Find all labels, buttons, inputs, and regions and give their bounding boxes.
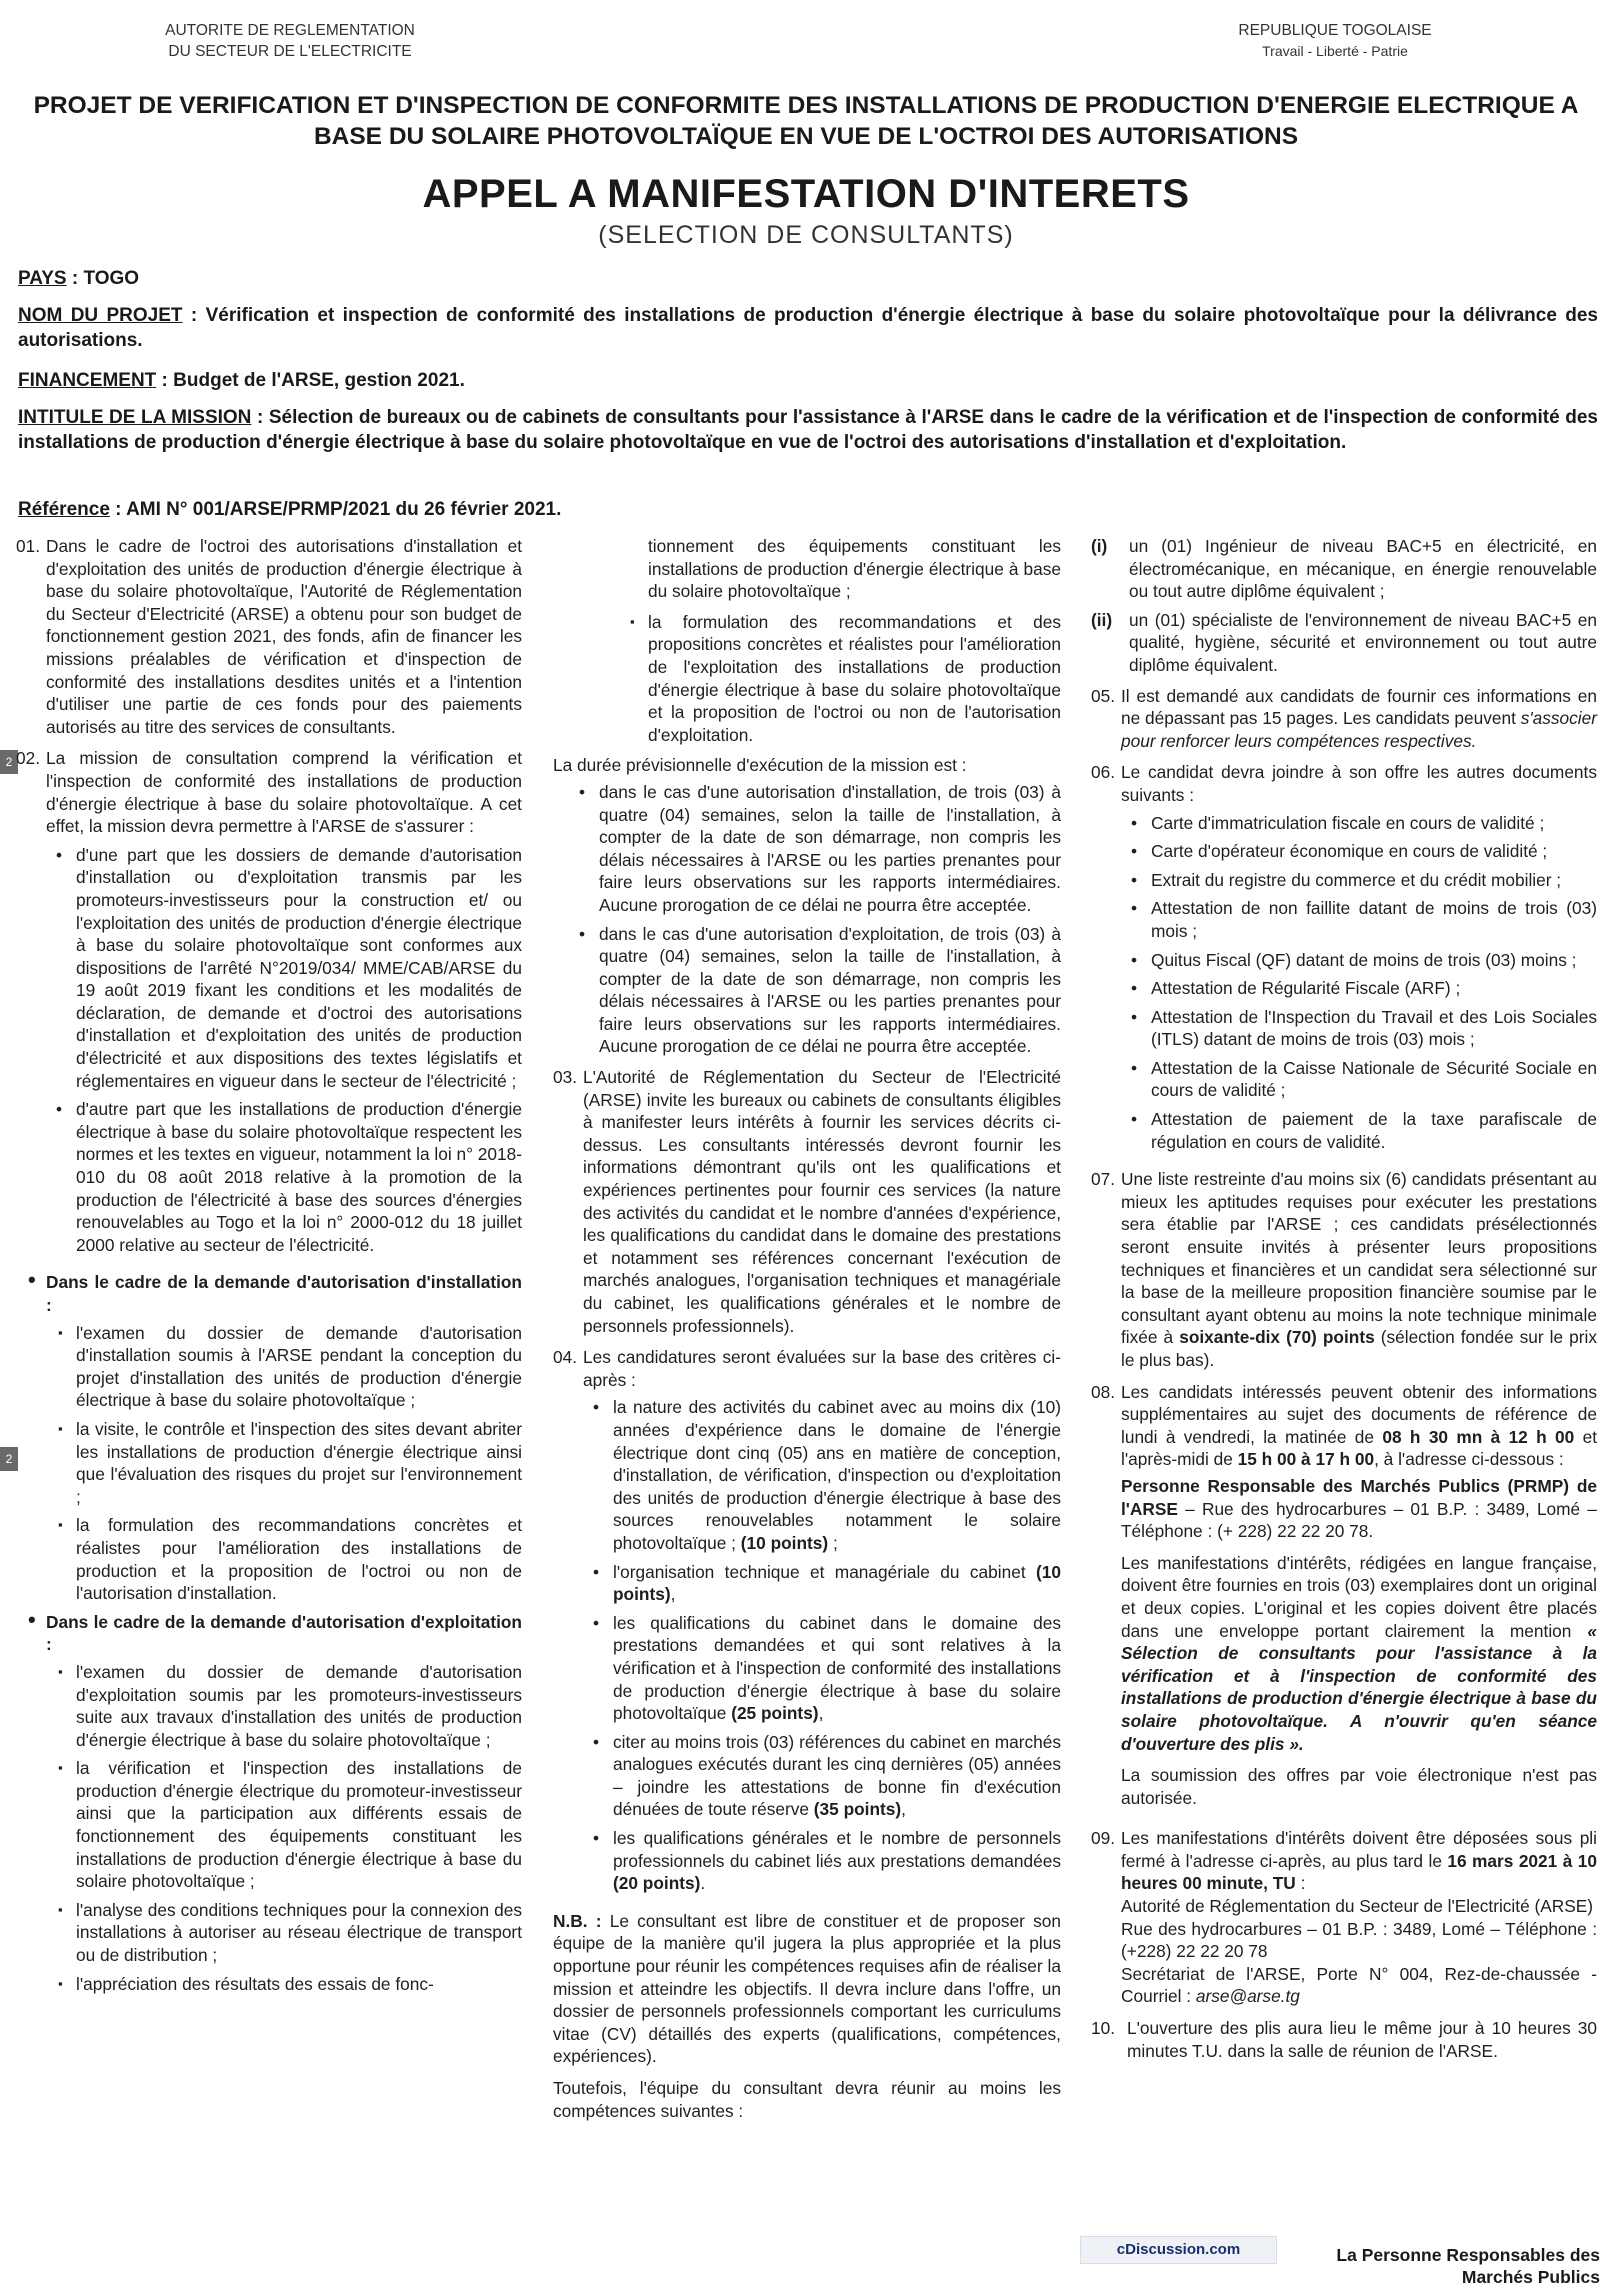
republic-motto: Travail - Liberté - Patrie: [1262, 43, 1408, 59]
list-item: • dans le cas d'une autorisation d'exploitation, de trois (03) à quatre (04) semaines, selon la taille de l'installation, à compter de la date de son démarrage, non compris les délais nécessaires à l'ARSE ou les parties prenantes pour faire leurs observations sur les rapports intermédiaires. Aucune prorogation de ce délai ne pourra être acceptée.: [569, 923, 1061, 1059]
side-mark: 2: [0, 1447, 18, 1471]
criterion-text: l'organisation technique et managériale du cabinet: [613, 1561, 1037, 1582]
criteria-list: [583, 1396, 1061, 1894]
roman-label: (i): [1091, 536, 1108, 556]
paragraph-text-part: Les candidats intéressés peuvent obtenir des informations supplémentaires au sujet des documents de référence de lundi à vendredi, la matinée de: [1121, 1381, 1597, 1447]
min-score: soixante-dix (70) points: [1179, 1327, 1375, 1348]
list-item: ▪ l'appréciation des résultats des essais de fonc-: [54, 1973, 522, 1996]
duration-list: [569, 781, 1061, 1058]
competences-list: [1091, 535, 1597, 677]
signature-block: [1290, 2244, 1600, 2288]
list-item: [1091, 535, 1597, 603]
meta-pays-label: PAYS: [18, 268, 67, 289]
republic-header: [1170, 20, 1500, 62]
signature-line-2: Marchés Publics: [1461, 2267, 1600, 2287]
list-item: • d'autre part que les installations de production d'énergie électrique à base du solaire photovoltaïque respectent les normes et les textes en vigueur, notamment la loi n° 2018-010 du 08 août 2018 relative à la promotion de la production de l'électricité à base des sources d'énergies renouvelables au Togo et la loi n° 2000-012 du 18 juillet 2000 relative au secteur de l'électricité.: [46, 1098, 522, 1256]
exploitation-section: [16, 1611, 522, 1996]
column-3: [1091, 535, 1597, 2071]
criterion-text: la nature des activités du cabinet avec au moins dix (10) années d'expérience dans le domaine de l'énergie électrique dont cinq (05) ans en matière de conception, d'installation, de vérification, d'inspection ou d'exploitation des unités de production d'énergie électrique à base des sources renouvelables notamment le solaire photovoltaïque ;: [613, 1397, 1061, 1553]
paragraph-text: L'Autorité de Réglementation du Secteur de l'Electricité (ARSE) invite les bureaux ou cabinets de consultants éligibles à manifester leurs intérêts à fournir les services décrits ci-dessus. Les consultants intéressés devront fournir les informations démontrant qu'ils ont les qualifications et expériences pertinentes pour fournir ces services (la nature des activités du candidat et le nombre d'années d'expérience, les qualifications du candidat dans le domaine des prestations et notamment ses références concernant l'exécution de marchés analogues, l'organisation techniques et managériale du cabinet, les qualifications générales et le nombre de personnels professionnels).: [583, 1067, 1061, 1336]
paragraph-01: [16, 535, 522, 738]
paragraph-06: [1091, 761, 1597, 1159]
paragraph-text-part: , à l'adresse ci-dessous :: [1374, 1449, 1564, 1470]
paragraph-text-part: Il est demandé aux candidats de fournir ces informations en ne dépassant pas 15 pages. Les candidats peuvent: [1121, 685, 1597, 729]
list-item: ▪ l'examen du dossier de demande d'autorisation d'exploitation soumis par les promoteurs-investisseurs suite aux travaux d'installation des unités de production d'énergie électrique à base du solaire photovoltaïque ;: [54, 1661, 522, 1751]
paragraph-text-part: Les manifestations d'intérêts doivent être déposées sous pli fermé à l'adresse ci-après, au plus tard le: [1121, 1828, 1597, 1871]
paragraph-text: L'ouverture des plis aura lieu le même jour à 10 heures 30 minutes T.U. dans la salle de réunion de l'ARSE.: [1127, 2018, 1597, 2061]
paragraph-02: [16, 747, 522, 1262]
continued-list: [626, 611, 1061, 747]
meta-mission-label: INTITULE DE LA MISSION: [18, 407, 252, 428]
paragraph-10: [1091, 2017, 1597, 2062]
list-item: ▪ l'analyse des conditions techniques pour la connexion des installations à autoriser au réseau électrique de transport ou de distribution ;: [54, 1899, 522, 1967]
paragraph-number: 09.: [1091, 1828, 1116, 1849]
list-item: [1091, 609, 1597, 677]
meta-reference: [18, 497, 1598, 522]
republic-name: REPUBLIQUE TOGOLAISE: [1238, 22, 1432, 39]
criterion-end: ,: [901, 1799, 906, 1820]
paragraph-text-part: :: [1295, 1873, 1306, 1894]
authority-line-2: DU SECTEUR DE L'ELECTRICITE: [168, 43, 412, 60]
paragraph-number: 04.: [553, 1347, 578, 1368]
criterion-item: [583, 1731, 1061, 1821]
exploitation-items: [54, 1661, 522, 1995]
paragraph-number: 10.: [1091, 2018, 1116, 2039]
list-item: • Attestation de l'Inspection du Travail et des Lois Sociales (ITLS) datant de moins de trois (03) mois ;: [1121, 1006, 1597, 1051]
paragraph-text: [1121, 1381, 1597, 1471]
meta-reference-label: Référence: [18, 499, 110, 520]
paragraph-09: [1091, 1827, 1597, 2008]
authority-line-1: AUTORITE DE REGLEMENTATION: [165, 22, 415, 39]
paragraph-text: Le candidat devra joindre à son offre les autres documents suivants :: [1121, 762, 1597, 805]
criterion-points: (25 points): [731, 1703, 819, 1724]
paragraph-07: [1091, 1168, 1597, 1371]
watermark-logo: cDiscussion.com: [1080, 2236, 1277, 2264]
meta-financement: [18, 368, 1598, 393]
exploitation-heading: Dans le cadre de la demande d'autorisation d'exploitation :: [46, 1611, 522, 1655]
installation-heading: Dans le cadre de la demande d'autorisation d'installation :: [46, 1272, 522, 1315]
roman-text: un (01) spécialiste de l'environnement de niveau BAC+5 en qualité, hygiène, sécurité et environnement ou tout autre diplôme équivalent.: [1129, 609, 1597, 675]
submission-instructions: [1121, 1552, 1597, 1755]
list-item: • dans le cas d'une autorisation d'installation, de trois (03) à quatre (04) semaines, selon la taille de l'installation, à compter de la date de son démarrage, non compris les délais nécessaires à l'ARSE ou les parties prenantes pour faire leurs observations sur les rapports intermédiaires. Aucune prorogation de ce délai ne pourra être acceptée.: [569, 781, 1061, 917]
meta-projet: [18, 303, 1598, 353]
list-item: • Attestation de Régularité Fiscale (ARF) ;: [1121, 977, 1597, 1000]
prmp-name: Personne Responsable des Marchés Publics (PRMP) de l'ARSE: [1121, 1475, 1597, 1519]
address-line: Autorité de Réglementation du Secteur de l'Electricité (ARSE): [1121, 1896, 1594, 1917]
criterion-item: [583, 1827, 1061, 1895]
list-item: ▪ l'examen du dossier de demande d'autorisation d'installation soumis à l'ARSE pendant la conception du projet d'installation des unités de production d'énergie électrique à base du solaire photovoltaïque ;: [54, 1322, 522, 1412]
list-item: • d'une part que les dossiers de demande d'autorisation d'installation ou d'exploitation transmis par les promoteurs-investisseurs pour la construction et/ ou l'exploitation des unités de production d'énergie électrique à base du solaire photovoltaïque sont conformes aux dispositions de l'arrêté N°2019/034/ MME/CAB/ARSE du 19 août 2019 fixant les conditions et les modalités de déclaration, de demande et d'octroi des autorisations d'installation et d'exploitation des unités de production d'électricité et aux dispositions des textes législatifs et réglementaires en vigueur dans le secteur de l'électricité ;: [46, 844, 522, 1093]
criterion-item: [583, 1561, 1061, 1606]
list-item: • Carte d'immatriculation fiscale en cours de validité ;: [1121, 812, 1597, 835]
continued-item: tionnement des équipements constituant les installations de production d'énergie électrique à base du solaire photovoltaïque ;: [648, 536, 1061, 602]
prmp-details: – Rue des hydrocarbures – 01 B.P. : 3489, Lomé – Téléphone : (+ 228) 22 22 20 78.: [1121, 1498, 1597, 1542]
criterion-end: ,: [818, 1703, 824, 1724]
criterion-points: (10 points): [740, 1532, 829, 1553]
ami-subtitle: (SELECTION DE CONSULTANTS): [598, 221, 1014, 249]
paragraph-number: 03.: [553, 1067, 578, 1088]
paragraph-text: Les candidatures seront évaluées sur la base des critères ci-après :: [583, 1347, 1061, 1390]
list-item: ▪ la visite, le contrôle et l'inspection des sites devant abriter les installations de production d'énergie électrique ainsi que l'évaluation des risques du projet sur l'environnement ;: [54, 1418, 522, 1508]
meta-projet-value: : Vérification et inspection de conformité des installations de production d'énergie électrique à base du solaire photovoltaïque pour la délivrance des autorisations.: [18, 305, 1598, 351]
signature-line-1: La Personne Responsables des: [1336, 2245, 1600, 2265]
paragraph-05: [1091, 685, 1597, 753]
paragraph-text-part: Une liste restreinte d'au moins six (6) candidats présentant au mieux les aptitudes requises pour exécuter les prestations sera établie par l'ARSE ; ces candidats présélectionnés seront ensuite invités à présenter leurs propositions techniques et financières et un candidat sera sélectionné sur la base de la meilleure proposition financière soumise par le consultant ayant obtenu au moins la note technique minimale fixée à: [1121, 1169, 1597, 1348]
criterion-points: (20 points): [613, 1873, 701, 1894]
paragraph-number: 01.: [16, 536, 41, 556]
meta-projet-label: NOM DU PROJET: [18, 305, 183, 326]
list-item: • Extrait du registre du commerce et du crédit mobilier ;: [1121, 869, 1597, 892]
column-2: [553, 535, 1061, 2131]
paragraph-text-part: (sélection fondée sur le prix le plus bas).: [1121, 1327, 1597, 1370]
list-item: ▪ la formulation des recommandations concrètes et réalistes pour l'amélioration des installations de production et la proposition de l'octroi ou non de l'autorisation d'installation.: [54, 1514, 522, 1604]
meta-mission-value: : Sélection de bureaux ou de cabinets de consultants pour l'assistance à l'ARSE dans le cadre de la vérification et de l'inspection de conformité des installations de production d'énergie électrique à base du solaire photovoltaïque en vue de l'octroi des autorisations d'installation et d'exploitation.: [18, 407, 1598, 453]
meta-financement-value: : Budget de l'ARSE, gestion 2021.: [156, 370, 465, 391]
paragraph-number: 07.: [1091, 1169, 1116, 1190]
side-mark: 2: [0, 750, 18, 774]
paragraph-number: 02.: [16, 748, 41, 769]
roman-text: un (01) Ingénieur de niveau BAC+5 en électricité, en électromécanique, en mécanique, en énergie renouvelable ou tout autre diplôme équivalent ;: [1129, 536, 1597, 602]
paragraph-text: [1121, 1827, 1597, 1895]
address-text: Secrétariat de l'ARSE, Porte N° 004, Rez-de-chaussée - Courriel :: [1121, 1963, 1597, 2007]
list-item: • Quitus Fiscal (QF) datant de moins de trois (03) moins ;: [1121, 949, 1597, 972]
project-title: PROJET DE VERIFICATION ET D'INSPECTION DE CONFORMITE DES INSTALLATIONS DE PRODUCTION D'ENERGIE ELECTRIQUE A BASE DU SOLAIRE PHOTOVOLTAÏQUE EN VUE DE L'OCTROI DES AUTORISATIONS: [33, 92, 1579, 150]
paragraph-08: [1091, 1381, 1597, 1819]
criterion-text: les qualifications du cabinet dans le domaine des prestations demandées et qui sont relatives à la vérification et à l'inspection de conformité des installations de production d'énergie électrique à base du solaire photovoltaïque: [613, 1612, 1061, 1724]
electronic-submission-note: La soumission des offres par voie électronique n'est pas autorisée.: [1121, 1765, 1597, 1808]
list-item: • Attestation de paiement de la taxe parafiscale de régulation en cours de validité.: [1121, 1108, 1597, 1153]
nb-text: Le consultant est libre de constituer et de proposer son équipe de la manière qu'il jugera la plus appropriée et la plus opportune pour réunir les compétences requises afin de réaliser la mission et atteindre les objectifs. Il devra inclure dans l'offre, un dossier de personnels professionnels comportant les curriculums vitae (CV) détaillés des experts (qualifications, compétences, expériences).: [553, 1910, 1061, 2067]
paragraph-text: [1121, 685, 1597, 753]
authorization-types-list: [16, 1271, 522, 1995]
paragraph-text-part: et l'après-midi de: [1121, 1426, 1597, 1470]
criterion-item: [583, 1612, 1061, 1725]
criterion-text: les qualifications générales et le nombre de personnels professionnels du cabinet liés aux prestations demandées: [613, 1828, 1061, 1871]
address-line: [1121, 1963, 1597, 2008]
installation-items: [54, 1322, 522, 1605]
paragraph-text: La mission de consultation comprend la vérification et l'inspection de conformité des installations de production d'énergie électrique à base du solaire photovoltaïque. A cet effet, la mission devra permettre à l'ARSE de s'assurer :: [46, 748, 522, 837]
address-line: Rue des hydrocarbures – 01 B.P. : 3489, Lomé – Téléphone : (+228) 22 22 20 78: [1121, 1918, 1597, 1962]
afternoon-hours: 15 h 00 à 17 h 00: [1237, 1449, 1375, 1470]
ami-title: APPEL A MANIFESTATION D'INTERETS: [422, 172, 1190, 216]
toutefois-paragraph: Toutefois, l'équipe du consultant devra réunir au moins les compétences suivantes :: [553, 2078, 1061, 2121]
paragraph-text-part: Les manifestations d'intérêts, rédigées en langue française, doivent être fournies en trois (03) exemplaires dont un original et deux copies. L'original et les copies doivent être placés dans une enveloppe portant clairement la mention: [1121, 1552, 1597, 1641]
paragraph-number: 05.: [1091, 685, 1116, 706]
criterion-item: [583, 1396, 1061, 1554]
paragraph-number: 06.: [1091, 762, 1116, 783]
mission-objectives-list: [46, 844, 522, 1257]
morning-hours: 08 h 30 mn à 12 h 00: [1382, 1426, 1575, 1447]
meta-reference-value: : AMI N° 001/ARSE/PRMP/2021 du 26 février 2021.: [109, 499, 562, 520]
criterion-points: (10 points): [613, 1561, 1061, 1605]
meta-financement-label: FINANCEMENT: [18, 370, 157, 391]
list-item: ▪ la vérification et l'inspection des installations de production d'énergie électrique du promoteur-investisseur ainsi que la participation aux différents essais de fonctionnement des équipements constituant les installations de production d'énergie électrique à base du solaire photovoltaïque ;: [54, 1757, 522, 1893]
criterion-text: citer au moins trois (03) références du cabinet en marchés analogues exécutés durant les cinq dernières (05) années – joindre les attestations de bonne fin d'exécution dénuées de toute réserve: [613, 1731, 1061, 1820]
column-1: [16, 535, 522, 2001]
criterion-points: (35 points): [813, 1799, 902, 1820]
list-item: • Attestation de la Caisse Nationale de Sécurité Sociale en cours de validité ;: [1121, 1057, 1597, 1102]
prmp-address: [1121, 1475, 1597, 1543]
meta-mission: [18, 405, 1598, 455]
documents-list: [1121, 812, 1597, 1154]
installation-section: [16, 1271, 522, 1604]
paragraph-04: [553, 1346, 1061, 1901]
paragraph-number: 08.: [1091, 1381, 1116, 1402]
roman-label: (ii): [1091, 609, 1113, 630]
email-link[interactable]: arse@arse.tg: [1195, 1986, 1300, 2007]
paragraph-text: Dans le cadre de l'octroi des autorisations d'installation et d'exploitation des unités de production d'énergie électrique à base du solaire photovoltaïque, l'Autorité de Réglementation du Secteur d'Electricité (ARSE) a obtenu pour son budget de fonctionnement gestion 2021, des fonds, afin de financer les missions préalables de vérification et d'inspection de conformité des installations desdites unités et a l'intention d'utiliser une partie de ces fonds pour des paiements autorisés au titre des services de consultants.: [46, 536, 522, 737]
paragraph-03: [553, 1066, 1061, 1337]
authority-header: [140, 20, 440, 62]
list-item: • Carte d'opérateur économique en cours de validité ;: [1121, 840, 1597, 863]
list-item: ▪ la formulation des recommandations et des propositions concrètes et réalistes pour l'amélioration de l'exploitation des installations de production d'énergie électrique à base du solaire photovoltaïque et la proposition de l'octroi ou non de l'autorisation d'exploitation.: [626, 611, 1061, 747]
list-item: • Attestation de non faillite datant de moins de trois (03) mois ;: [1121, 897, 1597, 942]
criterion-end: ;: [828, 1532, 838, 1553]
nb-paragraph: [553, 1910, 1061, 2068]
paragraph-text-italic: s'associer pour renforcer leurs compétences respectives.: [1121, 708, 1597, 751]
duration-intro: La durée prévisionnelle d'exécution de la mission est :: [553, 755, 967, 776]
meta-pays-value: : TOGO: [66, 268, 140, 289]
criterion-end: .: [700, 1873, 706, 1894]
paragraph-text: [1121, 1168, 1597, 1371]
deadline: 16 mars 2021 à 10 heures 00 minute, TU: [1121, 1850, 1597, 1894]
meta-pays: [18, 266, 1598, 291]
criterion-end: ,: [670, 1584, 676, 1605]
nb-label: N.B. :: [553, 1910, 602, 1931]
envelope-mention: « Sélection de consultants pour l'assistance à la vérification et à l'inspection de conformité des installations de production d'énergie électrique à base du solaire photovoltaïque. A n'ouvrir qu'en séance d'ouverture des plis ».: [1121, 1620, 1597, 1754]
